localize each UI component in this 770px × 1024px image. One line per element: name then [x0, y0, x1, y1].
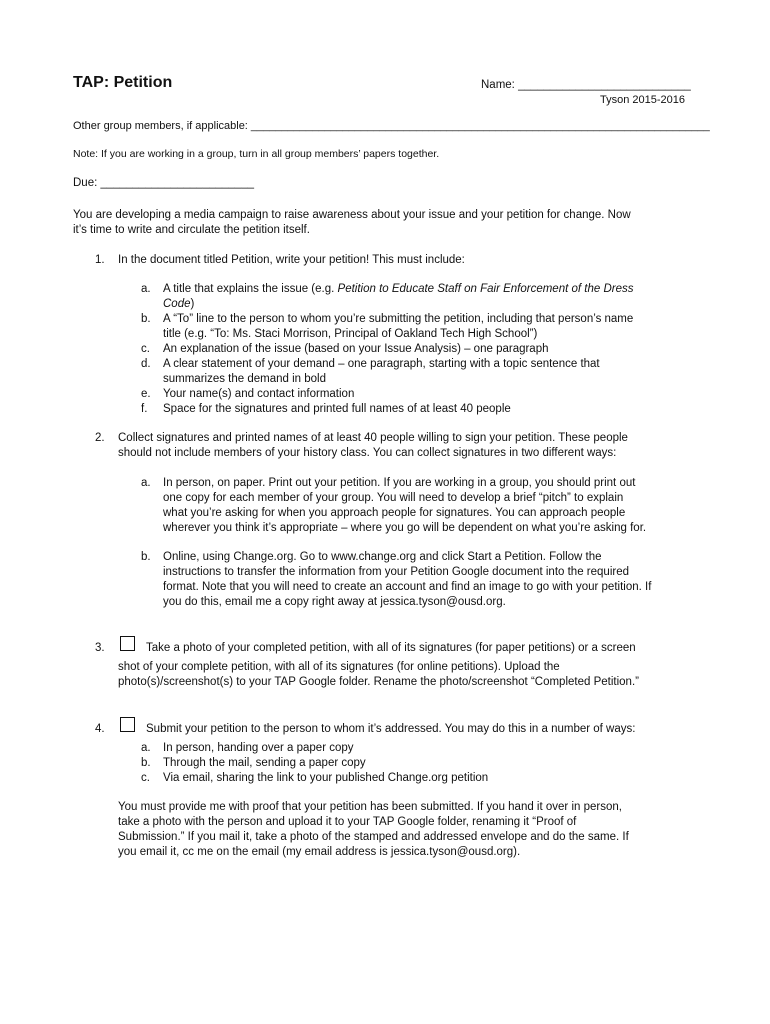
- sub-line: In person, on paper. Print out your petition. If you are working in a group, you should print out: [163, 477, 636, 489]
- sub-line: one copy for each member of your group. You will need to develop a brief “pitch” to explain: [163, 492, 624, 504]
- group-note: Note: If you are working in a group, turn in all group members’ papers together.: [73, 148, 440, 160]
- proof-line: You must provide me with proof that your petition has been submitted. If you hand it over in person,: [118, 801, 622, 813]
- intro-paragraph: [73, 208, 713, 238]
- sub-line: Via email, sharing the link to your published Change.org petition: [163, 772, 489, 784]
- proof-line: take a photo with the person and upload it to your TAP Google folder, renaming it “Proof of: [118, 816, 577, 828]
- sub-line: Code): [163, 298, 195, 310]
- item-2-text: [118, 431, 628, 461]
- sub-line: An explanation of the issue (based on your Issue Analysis) – one paragraph: [163, 343, 549, 355]
- sub-letter: a.: [141, 477, 151, 489]
- sub-line: summarizes the demand in bold: [163, 373, 326, 385]
- completed-checkbox[interactable]: [120, 636, 135, 651]
- sub-line: wherever you think it’s appropriate – where you go will be dependent on what you’re asking for.: [163, 522, 647, 534]
- sub-line: format. Note that you will need to create an account and find an image to go with your petition. If: [163, 581, 652, 593]
- proof-line: Submission.” If you mail it, take a photo of the stamped and addressed envelope and do the same. If: [118, 831, 629, 843]
- name-field-line: Name: ___________________________: [481, 79, 691, 91]
- item-4-first-line: Submit your petition to the person to whom it’s addressed. You may do this in a number of ways:: [146, 723, 636, 735]
- item-3-first-line: Take a photo of your completed petition, with all of its signatures (for paper petitions) or a screen: [146, 642, 636, 654]
- sub-line: In person, handing over a paper copy: [163, 742, 354, 754]
- item-3-text: [118, 660, 639, 690]
- sub-line: Space for the signatures and printed full names of at least 40 people: [163, 403, 511, 415]
- intro-line: it’s time to write and circulate the petition itself.: [73, 224, 310, 236]
- sub-letter: d.: [141, 358, 151, 370]
- sub-letter: c.: [141, 772, 150, 784]
- sub-line: Online, using Change.org. Go to www.change.org and click Start a Petition. Follow the: [163, 551, 602, 563]
- item-line: should not include members of your history class. You can collect signatures in two different ways:: [118, 447, 617, 459]
- item-1-text: In the document titled Petition, write your petition! This must include:: [118, 254, 465, 266]
- submitted-checkbox[interactable]: [120, 717, 135, 732]
- sub-letter: a.: [141, 742, 151, 754]
- document-title: TAP: Petition: [73, 74, 173, 91]
- proof-line: you email it, cc me on the email (my email address is jessica.tyson@ousd.org).: [118, 846, 521, 858]
- item-number: 3.: [95, 642, 105, 654]
- sub-letter: b.: [141, 757, 151, 769]
- sub-line: A clear statement of your demand – one paragraph, starting with a topic sentence that: [163, 358, 600, 370]
- sub-line: you do this, email me a copy right away at jessica.tyson@ousd.org.: [163, 596, 506, 608]
- sub-line: Through the mail, sending a paper copy: [163, 757, 366, 769]
- sub-line: what you’re asking for when you approach people for signatures. You can approach people: [163, 507, 626, 519]
- sub-line: A title that explains the issue (e.g. Petition to Educate Staff on Fair Enforcement of the Dress: [163, 283, 634, 295]
- sub-letter: a.: [141, 283, 151, 295]
- sub-line: instructions to transfer the information from your Petition Google document into the required: [163, 566, 629, 578]
- intro-line: You are developing a media campaign to raise awareness about your issue and your petition for change. Now: [73, 209, 631, 221]
- group-members-line: Other group members, if applicable: ___________________________________________________________________________: [73, 120, 710, 132]
- sub-letter: f.: [141, 403, 148, 415]
- sub-line: A “To” line to the person to whom you’re submitting the petition, including that person’s name: [163, 313, 634, 325]
- sub-line: title (e.g. “To: Ms. Staci Morrison, Principal of Oakland Tech High School”): [163, 328, 538, 340]
- item-number: 1.: [95, 254, 105, 266]
- proof-paragraph: [118, 800, 629, 860]
- sub-letter: b.: [141, 551, 151, 563]
- example-title: Petition to Educate Staff on Fair Enforcement of the Dress: [337, 283, 634, 295]
- item-number: 4.: [95, 723, 105, 735]
- item-line: Collect signatures and printed names of at least 40 people willing to sign your petition. These people: [118, 432, 628, 444]
- sub-line: Your name(s) and contact information: [163, 388, 355, 400]
- due-line: Due: ________________________: [73, 177, 254, 189]
- sub-letter: c.: [141, 343, 150, 355]
- item-number: 2.: [95, 432, 105, 444]
- item-line: shot of your complete petition, with all of its signatures (for online petitions). Upload the: [118, 661, 560, 673]
- item-line: photo(s)/screenshot(s) to your TAP Google folder. Rename the photo/screenshot “Completed Petition.”: [118, 676, 639, 688]
- sub-letter: e.: [141, 388, 151, 400]
- teacher-year: Tyson 2015-2016: [600, 94, 686, 106]
- sub-letter: b.: [141, 313, 151, 325]
